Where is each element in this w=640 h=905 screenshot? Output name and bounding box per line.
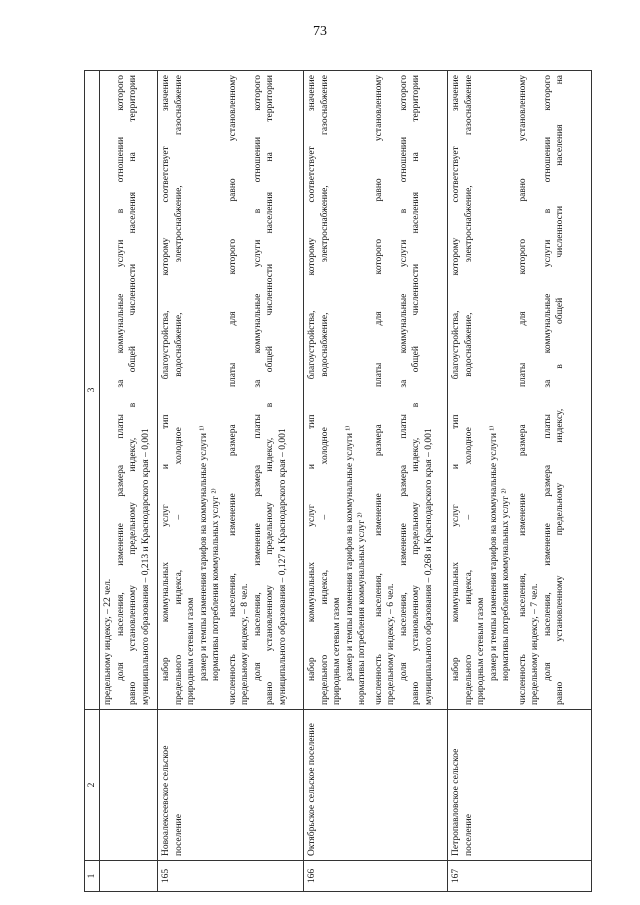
text-line: нормативы потребления коммунальных услуг ²⁾ bbox=[357, 512, 368, 705]
description-cell bbox=[304, 71, 448, 710]
page-number: 73 bbox=[313, 24, 327, 39]
text-line: нормативы потребления коммунальных услуг ²⁾ bbox=[211, 488, 222, 681]
description-cell bbox=[158, 71, 304, 710]
text-line: доля населения, изменение размера платы за коммунальные услуги в отношении которого bbox=[398, 75, 409, 681]
text-line: предельного индекса, – холодное водоснабжение, электроснабжение, газоснабжение bbox=[319, 75, 330, 705]
table-row bbox=[448, 71, 592, 892]
text-line: муниципального образования – 0,213 и Краснодарского края – 0,001 bbox=[140, 428, 151, 705]
text-line: численность населения, изменение размера платы для которого равно установленному bbox=[227, 75, 238, 705]
settlement-name-cell bbox=[100, 710, 158, 861]
text-line: численность населения, изменение размера платы для которого равно установленному bbox=[517, 75, 528, 705]
text-line: предельному индексу, – 22 чел. bbox=[103, 578, 113, 705]
text-line: предельному индексу, – 6 чел. bbox=[386, 583, 397, 705]
text-line: равно установленному предельному индексу, в общей численности населения на территории bbox=[265, 75, 276, 705]
header-col-1: 1 bbox=[85, 861, 100, 892]
settlement-name-cell: Октябрьское сельское поселение bbox=[304, 710, 448, 861]
text-line: доля населения, изменение размера платы за коммунальные услуги в отношении которого bbox=[252, 75, 263, 681]
header-col-3: 3 bbox=[85, 71, 100, 710]
row-number-cell bbox=[100, 861, 158, 892]
text-line: природным сетевым газом bbox=[332, 597, 343, 705]
text-line: равно установленному предельному индексу, в общей численности населения на территории bbox=[411, 75, 422, 705]
text-line: природным сетевым газом bbox=[476, 597, 487, 705]
text-line: равно установленному предельному индексу, в общей численности населения на территории bbox=[128, 75, 139, 705]
text-line: доля населения, изменение размера платы за коммунальные услуги в отношении которого bbox=[542, 75, 553, 681]
row-number-cell: 167 bbox=[448, 861, 592, 892]
text-line: численность населения, изменение размера платы для которого равно установленному bbox=[373, 75, 384, 705]
table-row bbox=[304, 71, 448, 892]
text-line: предельного индекса, – холодное водоснабжение, электроснабжение, газоснабжение bbox=[173, 75, 184, 705]
table-row bbox=[158, 71, 304, 892]
text-line: муниципального образования – 0,268 и Краснодарского края – 0,001 bbox=[423, 428, 434, 705]
text-line: предельного индекса, – холодное водоснабжение, электроснабжение, газоснабжение bbox=[463, 75, 474, 705]
rotated-table bbox=[84, 70, 592, 892]
description-cell bbox=[448, 71, 592, 710]
text-line: размер и темпы изменения тарифов на коммунальные услуги ¹⁾ bbox=[488, 425, 499, 681]
text-line: доля населения, изменение размера платы за коммунальные услуги в отношении которого bbox=[115, 75, 126, 681]
text-line: нормативы потребления коммунальных услуг ²⁾ bbox=[501, 488, 512, 681]
row-number-cell: 166 bbox=[304, 861, 448, 892]
settlement-name-cell: Петропавловское сельское поселение bbox=[448, 710, 592, 861]
header-col-2: 2 bbox=[85, 710, 100, 861]
text-line: размер и темпы изменения тарифов на коммунальные услуги ¹⁾ bbox=[198, 425, 209, 681]
text-line: муниципального образования – 0,127 и Краснодарского края – 0,001 bbox=[277, 428, 288, 705]
text-line: набор коммунальных услуг и тип благоустройства, которому соответствует значение bbox=[451, 75, 461, 681]
text-line: равно установленному предельному индексу, в общей численности населения на bbox=[555, 75, 566, 705]
text-line: набор коммунальных услуг и тип благоустройства, которому соответствует значение bbox=[161, 75, 171, 681]
table-row-continuation bbox=[100, 71, 158, 892]
text-line: природным сетевым газом bbox=[186, 597, 197, 705]
text-line: предельному индексу, – 8 чел. bbox=[240, 583, 251, 705]
data-table bbox=[84, 70, 592, 892]
table-container bbox=[84, 70, 592, 892]
text-line: предельному индексу, – 7 чел. bbox=[530, 583, 541, 705]
text-line: набор коммунальных услуг и тип благоустройства, которому соответствует значение bbox=[307, 75, 317, 681]
table-header-row bbox=[85, 71, 100, 892]
row-number-cell: 165 bbox=[158, 861, 304, 892]
text-line: размер и темпы изменения тарифов на коммунальные услуги ¹⁾ bbox=[344, 425, 355, 681]
description-cell bbox=[100, 71, 158, 710]
settlement-name-cell: Новоалексеевское сельское поселение bbox=[158, 710, 304, 861]
